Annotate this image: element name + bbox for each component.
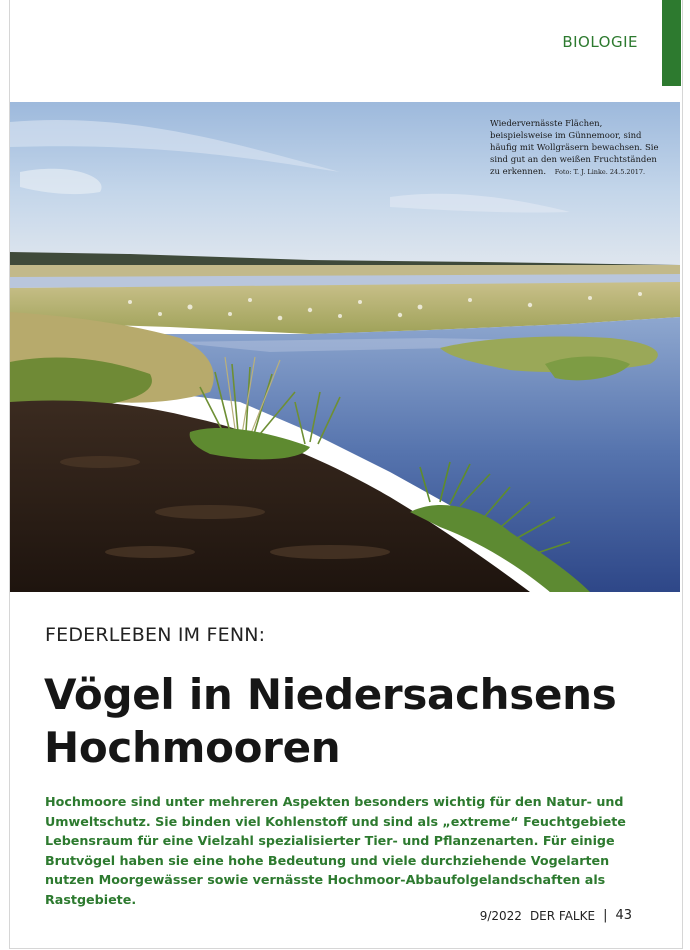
- section-color-bar: [662, 0, 681, 86]
- article-title: [44, 668, 664, 774]
- article-kicker: FEDERLEBEN IM FENN:: [45, 624, 266, 646]
- photo-credit: Foto: T. J. Linke. 24.5.2017.: [554, 168, 646, 176]
- title-line-1: Vögel in Niedersachsens: [44, 670, 617, 719]
- footer-separator: |: [603, 908, 608, 923]
- caption-text: Wiedervernässte Flächen, beispielsweise im Günnemoor, sind häufig mit Wollgräsern bewachsen. Sie sind gut an den weißen Fruchtständen zu erkennen.: [490, 119, 659, 177]
- issue-number: 9/2022: [479, 908, 522, 923]
- article-lead: Hochmoore sind unter mehreren Aspekten besonders wichtig für den Natur- und Umweltschutz. Sie binden viel Kohlenstoff und sind als „extreme“ Feuchtgebiete Lebensraum für eine Vielzahl spezialisierter Tier- und Pflanzenarten. Für einige Brutvögel haben sie eine hohe Bedeutung und viele durchziehende Vogelarten nutzen Moorgewässer sowie vernässte Hochmoor-Abbaufolgelandschaften als Rastgebiete.: [45, 794, 626, 907]
- page-footer: [480, 908, 632, 923]
- title-line-2: Hochmooren: [44, 723, 341, 772]
- photo-caption: [490, 118, 660, 178]
- magazine-name: DER FALKE: [529, 908, 596, 923]
- section-label: BIOLOGIE: [562, 33, 638, 51]
- page-number: 43: [615, 908, 632, 923]
